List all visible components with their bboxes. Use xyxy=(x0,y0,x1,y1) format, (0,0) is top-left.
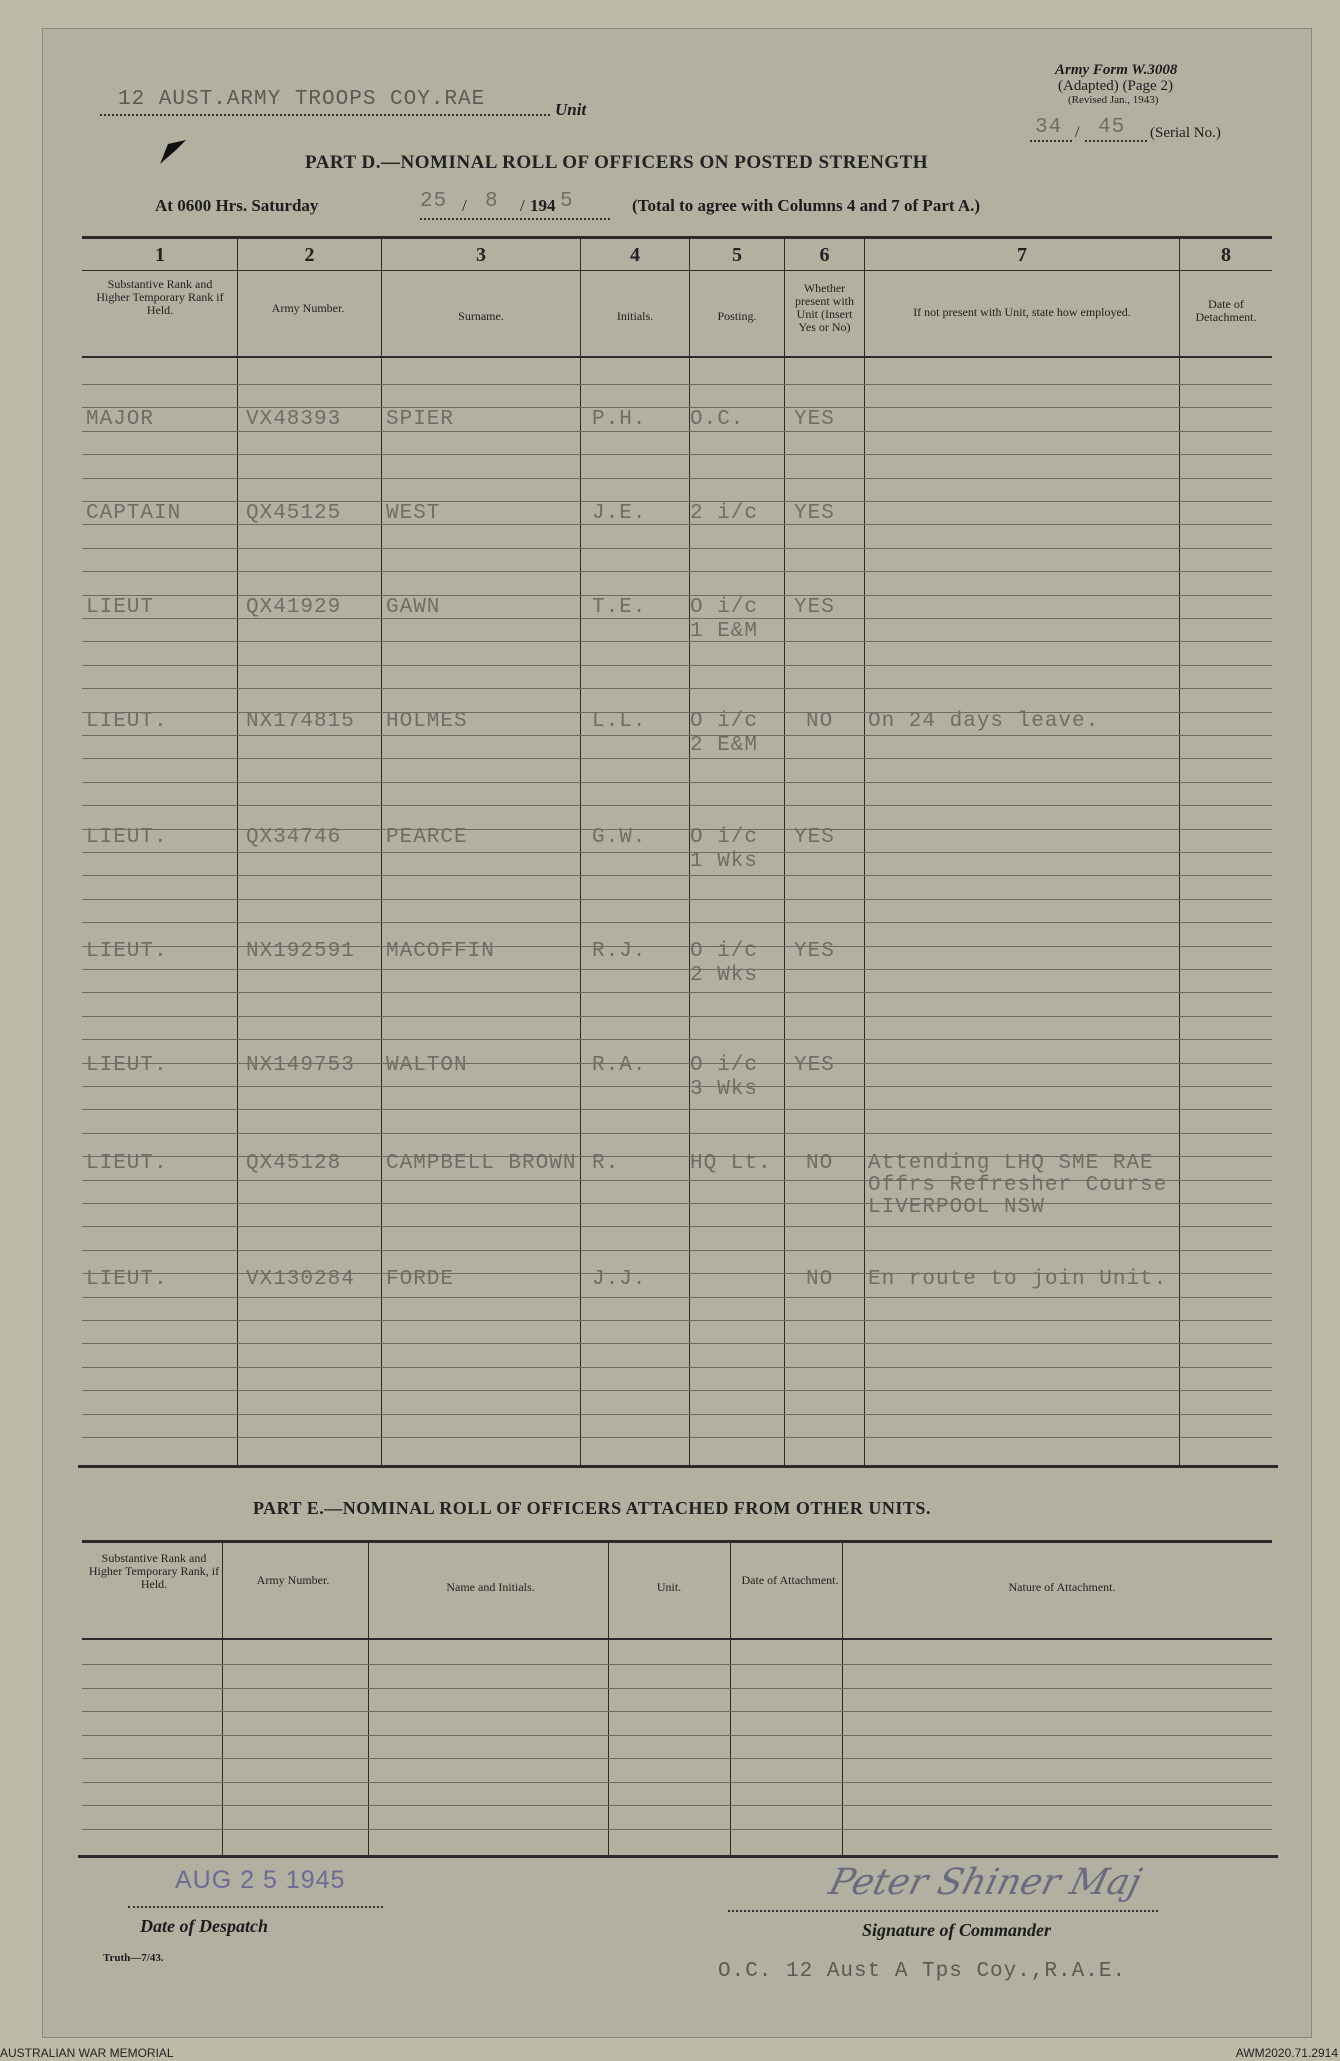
part-d-row-rule xyxy=(82,1086,1272,1087)
cell-initials: P.H. xyxy=(592,408,647,431)
part-e-row-rule xyxy=(82,1829,1272,1830)
signature-label: Signature of Commander xyxy=(862,1920,1052,1940)
unit-name: 12 AUST.ARMY TROOPS COY.RAE xyxy=(118,88,486,111)
col-number-6: 6 xyxy=(819,244,830,266)
cell-surname: FORDE xyxy=(386,1268,455,1291)
part-e-row-rule xyxy=(82,1711,1272,1712)
part-e-header-rule xyxy=(82,1638,1272,1640)
part-d-column-divider xyxy=(784,237,785,1465)
part-d-row-rule xyxy=(82,852,1272,853)
cell-army-number: QX34746 xyxy=(246,826,342,849)
cell-initials: L.L. xyxy=(592,710,647,733)
date-slash-2: / xyxy=(520,196,525,215)
arrow-mark-icon xyxy=(158,138,188,166)
part-e-row-rule xyxy=(82,1688,1272,1689)
cell-rank: LIEUT. xyxy=(86,1054,168,1077)
part-d-row-rule xyxy=(82,548,1272,549)
col-number-8: 8 xyxy=(1221,244,1231,266)
cell-employed-line2: Offrs Refresher Course xyxy=(868,1174,1168,1197)
col-number-4: 4 xyxy=(630,244,640,266)
total-text: (Total to agree with Columns 4 and 7 of Part A.) xyxy=(632,196,981,215)
cell-rank: MAJOR xyxy=(86,408,155,431)
unit-label: Unit xyxy=(555,100,587,119)
serial-a: 34 xyxy=(1035,116,1063,139)
cell-employed: On 24 days leave. xyxy=(868,710,1100,733)
part-d-row-rule xyxy=(82,1226,1272,1227)
col-header-surname: Surname. xyxy=(458,309,504,323)
cell-posting: HQ Lt. xyxy=(690,1152,772,1175)
serial-a-dots xyxy=(1030,140,1072,142)
part-e-column-divider xyxy=(730,1541,731,1855)
cell-employed: En route to join Unit. xyxy=(868,1268,1168,1291)
col-number-7: 7 xyxy=(1017,244,1027,266)
part-d-row-rule xyxy=(82,384,1272,385)
cell-surname: WEST xyxy=(386,502,441,525)
part-e-row-rule xyxy=(82,1758,1272,1759)
commander-signature: Peter Shiner Maj xyxy=(824,1862,1146,1903)
cell-army-number: VX130284 xyxy=(246,1268,355,1291)
cell-posting: O i/c xyxy=(690,826,759,849)
cell-surname: CAMPBELL BROWN xyxy=(386,1152,577,1175)
part-d-row-rule xyxy=(82,454,1272,455)
cell-posting: 2 i/c xyxy=(690,502,759,525)
cell-surname: SPIER xyxy=(386,408,455,431)
cell-initials: R. xyxy=(592,1152,620,1175)
part-d-title: PART D.—NOMINAL ROLL OF OFFICERS ON POSTED STRENGTH xyxy=(305,152,929,173)
pe-header-rank: Substantive Rank and Higher Temporary Rank, if Held. xyxy=(88,1551,220,1591)
part-d-row-rule xyxy=(82,735,1272,736)
part-e-column-divider xyxy=(222,1541,223,1855)
part-e-row-rule xyxy=(82,1735,1272,1736)
unit-underline xyxy=(100,114,550,116)
cell-posting: O.C. xyxy=(690,408,745,431)
part-d-row-rule xyxy=(82,875,1272,876)
cell-army-number: VX48393 xyxy=(246,408,342,431)
cell-present: YES xyxy=(794,596,835,619)
part-d-row-rule xyxy=(82,1016,1272,1017)
date-slash-1: / xyxy=(462,196,467,215)
cell-present: NO xyxy=(806,710,834,733)
cell-employed-line3: LIVERPOOL NSW xyxy=(868,1196,1045,1219)
part-d-number-rule xyxy=(82,270,1272,271)
part-d-header-rule xyxy=(82,356,1272,358)
col-header-present: Whether present with Unit (Insert Yes or No) xyxy=(795,281,854,334)
part-d-row-rule xyxy=(82,665,1272,666)
cell-surname: PEARCE xyxy=(386,826,468,849)
part-d-bottom-rule xyxy=(78,1465,1278,1468)
part-d-top-rule xyxy=(82,236,1272,239)
col-header-employed: If not present with Unit, state how employed. xyxy=(913,305,1131,319)
col-header-army-number: Army Number. xyxy=(271,301,345,315)
cell-present: YES xyxy=(794,1054,835,1077)
col-header-initials: Initials. xyxy=(616,309,654,323)
part-d-column-divider xyxy=(381,237,382,1465)
part-d-row-rule xyxy=(82,688,1272,689)
cell-initials: J.J. xyxy=(592,1268,647,1291)
cell-posting-line2: 2 E&M xyxy=(690,734,759,757)
part-d-column-divider xyxy=(1179,237,1180,1465)
part-d-row-rule xyxy=(82,1343,1272,1344)
left-credit: AUSTRALIAN WAR MEMORIAL xyxy=(0,2046,174,2060)
part-d-row-rule xyxy=(82,1390,1272,1391)
cell-army-number: NX192591 xyxy=(246,940,355,963)
cell-army-number: QX41929 xyxy=(246,596,342,619)
date-day: 25 xyxy=(420,190,448,213)
cell-army-number: NX174815 xyxy=(246,710,355,733)
cell-present: NO xyxy=(806,1152,834,1175)
at-text: At 0600 Hrs. Saturday xyxy=(155,196,319,215)
pe-header-date: Date of Attachment. xyxy=(741,1573,839,1587)
pe-header-army-number: Army Number. xyxy=(256,1573,330,1587)
cell-present: YES xyxy=(794,826,835,849)
col-header-detachment: Date of Detachment. xyxy=(1195,297,1257,324)
commander-name: O.C. 12 Aust A Tps Coy.,R.A.E. xyxy=(718,1960,1127,1983)
part-e-top-rule xyxy=(82,1540,1272,1543)
part-e-bottom-rule xyxy=(78,1855,1278,1858)
col-header-rank: Substantive Rank and Higher Temporary Rank if Held. xyxy=(96,277,224,317)
part-d-row-rule xyxy=(82,758,1272,759)
part-d-row-rule xyxy=(82,1437,1272,1438)
cell-rank: LIEUT. xyxy=(86,940,168,963)
col-number-2: 2 xyxy=(304,244,315,266)
part-e-column-divider xyxy=(368,1541,369,1855)
cell-surname: WALTON xyxy=(386,1054,468,1077)
cell-initials: G.W. xyxy=(592,826,647,849)
part-d-row-rule xyxy=(82,1367,1272,1368)
part-d-row-rule xyxy=(82,431,1272,432)
part-d-row-rule xyxy=(82,1297,1272,1298)
date-month: 8 xyxy=(485,190,499,213)
col-number-5: 5 xyxy=(732,244,742,266)
part-e-row-rule xyxy=(82,1805,1272,1806)
part-d-row-rule xyxy=(82,1109,1272,1110)
cell-initials: R.A. xyxy=(592,1054,647,1077)
date-dots xyxy=(420,218,610,220)
part-e-title: PART E.—NOMINAL ROLL OF OFFICERS ATTACHED FROM OTHER UNITS. xyxy=(253,1498,931,1518)
part-d-row-rule xyxy=(82,1133,1272,1134)
cell-present: NO xyxy=(806,1268,834,1291)
part-d-row-rule xyxy=(82,1250,1272,1251)
signature-dots xyxy=(728,1910,1158,1912)
cell-rank: LIEUT. xyxy=(86,1268,168,1291)
right-credit: AWM2020.71.2914 xyxy=(1235,2046,1338,2060)
cell-army-number: NX149753 xyxy=(246,1054,355,1077)
part-e-column-divider xyxy=(842,1541,843,1855)
cell-posting: O i/c xyxy=(690,940,759,963)
part-d-row-rule xyxy=(82,641,1272,642)
part-d-column-divider xyxy=(237,237,238,1465)
form-revised: (Revised Jan., 1943) xyxy=(1068,94,1159,106)
serial-b: 45 xyxy=(1098,116,1126,139)
cell-surname: GAWN xyxy=(386,596,441,619)
cell-rank: CAPTAIN xyxy=(86,502,182,525)
part-d-row-rule xyxy=(82,805,1272,806)
part-d-row-rule xyxy=(82,782,1272,783)
pe-header-nature: Nature of Attachment. xyxy=(1008,1580,1116,1594)
cell-initials: J.E. xyxy=(592,502,647,525)
serial-b-dots xyxy=(1085,140,1147,142)
cell-rank: LIEUT. xyxy=(86,826,168,849)
despatch-date-stamp: AUG 2 5 1945 xyxy=(175,1866,346,1894)
col-number-1: 1 xyxy=(155,244,165,266)
date-year-prefix: 194 xyxy=(530,196,556,215)
cell-posting-line2: 1 Wks xyxy=(690,850,759,873)
cell-employed: Attending LHQ SME RAE xyxy=(868,1152,1154,1175)
part-e-row-rule xyxy=(82,1782,1272,1783)
despatch-dots xyxy=(128,1906,383,1908)
cell-surname: HOLMES xyxy=(386,710,468,733)
serial-label: (Serial No.) xyxy=(1150,125,1221,141)
part-d-column-divider xyxy=(864,237,865,1465)
despatch-label: Date of Despatch xyxy=(140,1916,268,1936)
part-d-row-rule xyxy=(82,478,1272,479)
cell-posting-line2: 2 Wks xyxy=(690,964,759,987)
part-d-row-rule xyxy=(82,1414,1272,1415)
cell-present: YES xyxy=(794,502,835,525)
cell-initials: T.E. xyxy=(592,596,647,619)
cell-rank: LIEUT. xyxy=(86,710,168,733)
cell-posting-line2: 1 E&M xyxy=(690,620,759,643)
pe-header-name: Name and Initials. xyxy=(446,1580,535,1594)
form-page xyxy=(42,28,1312,2038)
part-d-row-rule xyxy=(82,899,1272,900)
part-d-column-divider xyxy=(580,237,581,1465)
cell-posting: O i/c xyxy=(690,1054,759,1077)
part-e-row-rule xyxy=(82,1664,1272,1665)
part-d-row-rule xyxy=(82,922,1272,923)
col-header-posting: Posting. xyxy=(717,309,757,323)
cell-posting: O i/c xyxy=(690,596,759,619)
cell-present: YES xyxy=(794,940,835,963)
cell-initials: R.J. xyxy=(592,940,647,963)
part-d-row-rule xyxy=(82,992,1272,993)
cell-present: YES xyxy=(794,408,835,431)
part-d-row-rule xyxy=(82,1203,1272,1204)
printer-mark: Truth—7/43. xyxy=(103,1952,164,1964)
date-year-suffix: 5 xyxy=(560,190,574,213)
col-number-3: 3 xyxy=(476,244,486,266)
part-d-row-rule xyxy=(82,969,1272,970)
part-d-row-rule xyxy=(82,571,1272,572)
pe-header-unit: Unit. xyxy=(656,1580,682,1594)
form-adapted: (Adapted) (Page 2) xyxy=(1058,78,1173,94)
part-e-column-divider xyxy=(608,1541,609,1855)
part-d-row-rule xyxy=(82,1039,1272,1040)
serial-slash: / xyxy=(1075,124,1080,141)
cell-rank: LIEUT. xyxy=(86,1152,168,1175)
cell-army-number: QX45125 xyxy=(246,502,342,525)
part-d-row-rule xyxy=(82,1320,1272,1321)
form-name: Army Form W.3008 xyxy=(1055,62,1178,78)
cell-posting: O i/c xyxy=(690,710,759,733)
cell-posting-line2: 3 Wks xyxy=(690,1078,759,1101)
cell-rank: LIEUT xyxy=(86,596,155,619)
cell-surname: MACOFFIN xyxy=(386,940,495,963)
cell-army-number: QX45128 xyxy=(246,1152,342,1175)
